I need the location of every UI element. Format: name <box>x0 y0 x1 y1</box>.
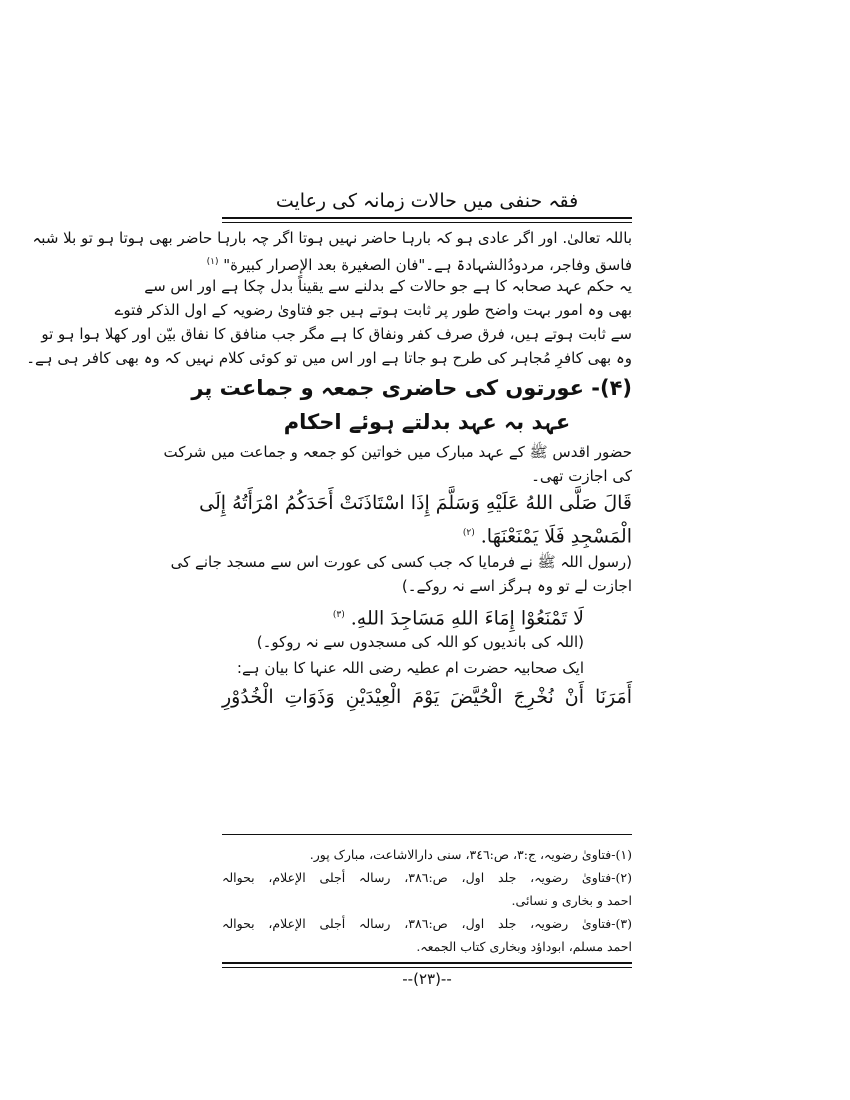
narrator-line: ایک صحابیہ حضرت ام عطیہ رضی اللہ عنہا کا بیان ہے: <box>236 659 584 677</box>
footnote-1: (۱)-فتاویٰ رضویہ، ج:۳، ص:۳٤٦، سنی دارالاشاعت، مبارک پور. <box>309 847 632 862</box>
page-number: --(۲۳)-- <box>402 970 452 988</box>
section-heading-1: (۴)- عورتوں کی حاضری جمعہ و جماعت پر <box>191 376 632 400</box>
header-rule <box>222 217 632 223</box>
footnote-ref-1: (۱) <box>206 257 219 267</box>
hadith-1-line-2 <box>222 518 632 551</box>
footnote-ref-2: (۲) <box>462 528 475 538</box>
body-line-4: بھی وہ امور بہت واضح طور پر ثابت ہوتے ہیں جو فتاویٰ رضویہ کے اول الذکر فتوے <box>114 301 632 319</box>
footnote-ref-3: (۳) <box>332 610 345 620</box>
body-text <box>26 226 632 826</box>
body-line-2 <box>206 250 632 277</box>
running-header-title: فقہ حنفی میں حالات زمانہ کی رعایت <box>275 190 579 212</box>
hadith-2-text: لَا تَمْنَعُوْا إِمَاءَ اللهِ مَسَاجِدَ اللهِ. <box>350 607 584 630</box>
footnote-3-line-2: احمد مسلم، ابوداؤد وبخاری کتاب الجمعہ. <box>416 939 632 954</box>
hadith-1-line-1: قَالَ صَلَّى اللهُ عَلَيْهِ وَسَلَّمَ إِذَا اسْتَاذَنَتْ أَحَدَكُمُ امْرَأَتُهُ إِلَى <box>199 492 632 514</box>
translation-2: (اللہ کی باندیوں کو اللہ کی مسجدوں سے نہ روکو۔) <box>256 633 584 651</box>
footnote-2-line-1: (۲)-فتاویٰ رضویہ، جلد اول، ص:۳۸٦، رسالہ أجلی الإعلام، بحوالہ <box>222 870 632 885</box>
section-heading-2: عہد بہ عہد بدلتے ہوئے احکام <box>283 410 571 434</box>
footnote-3-line-1: (۳)-فتاویٰ رضویہ، جلد اول، ص:۳۸٦، رسالہ أجلی الإعلام، بحوالہ <box>222 916 632 931</box>
translation-1-line-1: (رسول اللہ ﷺ نے فرمایا کہ جب کسی کی عورت اس سے مسجد جانے کی <box>170 553 632 571</box>
paragraph-2-line-1: حضور اقدس ﷺ کے عہد مبارک میں خواتین کو جمعہ و جماعت میں شرکت <box>163 443 632 461</box>
body-line-5: سے ثابت ہوتے ہیں، فرق صرف کفر ونفاق کا ہے مگر جب منافق کا نفاق بیّن اور کھلا ہوا ہو تو <box>41 325 632 343</box>
body-line-6: وہ بھی کافرِ مُجاہر کی طرح ہو جاتا ہے اور اس میں تو کوئی کلام نہیں کہ وہ بھی کافر ہی ہے۔ <box>26 349 632 367</box>
body-line-3: یہ حکم عہد صحابہ کا ہے جو حالات کے بدلنے سے یقیناً بدل چکا ہے اور اس سے <box>144 277 632 295</box>
hadith-3: أَمَرَنَا أَنْ نُخْرِجَ الْحُيَّضَ يَوْمَ الْعِيْدَيْنِ وَذَوَاتِ الْخُدُوْرِ <box>222 686 632 708</box>
hadith-1-line-2-text: الْمَسْجِدِ فَلَا يَمْنَعْنَهَا. <box>480 525 632 548</box>
body-line-1: باللہ تعالیٰ. اور اگر عادی ہو کہ بارہا حاضر نہیں ہوتا اگر چہ بارہا حاضر بھی ہوتا ہو تو بلا شبہ <box>32 229 632 247</box>
hadith-2 <box>222 600 632 633</box>
body-line-2-text: فاسق وفاجر، مردودُالشہادۃ ہے۔"فان الصغيرة بعد الإصرار كبيرة" <box>223 256 632 274</box>
footnote-rule <box>222 834 632 835</box>
footnote-2-line-2: احمد و بخاری و نسائی. <box>511 893 632 908</box>
paragraph-2-line-2: کی اجازت تھی۔ <box>531 467 632 485</box>
translation-1-line-2: اجازت لے تو وہ ہرگز اسے نہ روکے۔) <box>401 577 632 595</box>
